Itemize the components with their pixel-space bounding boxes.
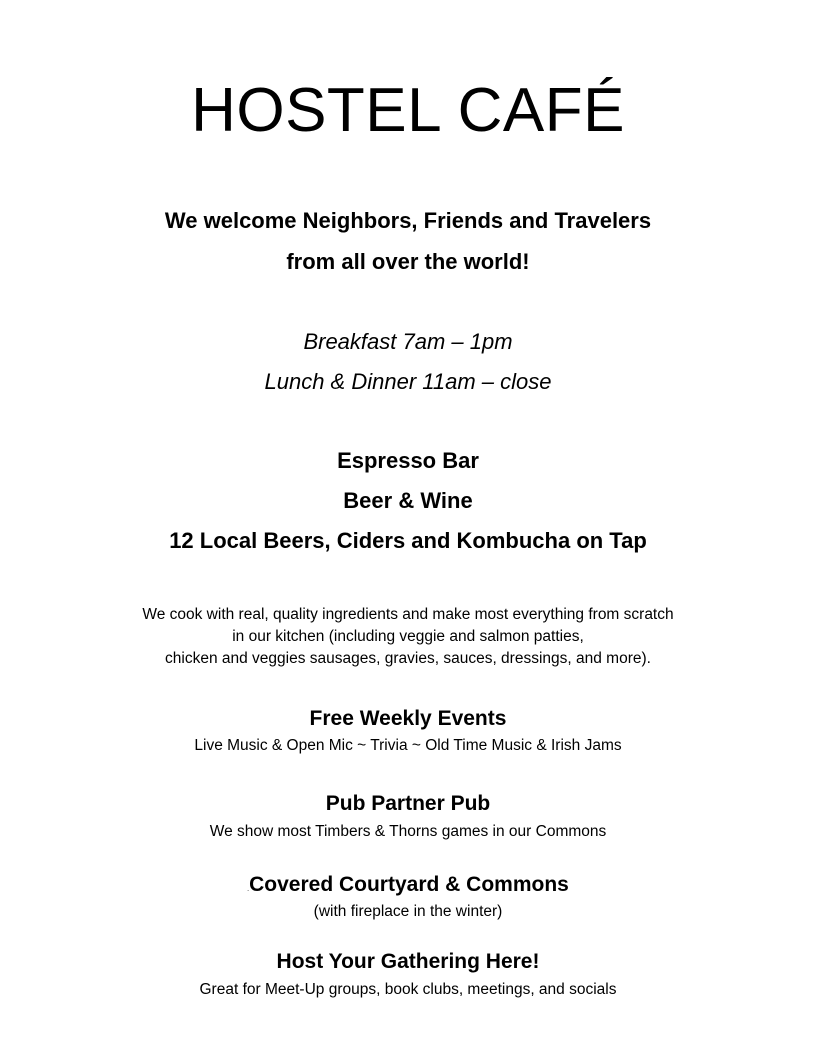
gathering-description: Great for Meet-Up groups, book clubs, meetings, and socials	[199, 981, 617, 998]
page-title: HOSTEL CAFÉ	[191, 76, 625, 145]
kitchen-line-3: chicken and veggies sausages, gravies, sauces, dressings, and more).	[165, 650, 651, 667]
courtyard-heading: Covered Courtyard & Commons	[249, 873, 569, 896]
courtyard-heading-line	[0, 872, 816, 903]
gathering-heading: Host Your Gathering Here!	[276, 950, 540, 973]
kitchen-line-2: in our kitchen (including veggie and salmon patties,	[232, 628, 584, 645]
events-description: Live Music & Open Mic ~ Trivia ~ Old Time Music & Irish Jams	[194, 737, 622, 754]
welcome-line-2: from all over the world!	[286, 249, 530, 274]
espresso-bar: Espresso Bar	[337, 448, 479, 473]
pub-partner-description: We show most Timbers & Thorns games in our Commons	[209, 823, 607, 840]
courtyard-description: (with fireplace in the winter)	[313, 903, 503, 920]
local-taps: 12 Local Beers, Ciders and Kombucha on Tap	[169, 528, 647, 553]
beer-wine: Beer & Wine	[343, 488, 473, 513]
breakfast-hours: Breakfast 7am – 1pm	[303, 329, 513, 354]
lunch-dinner-hours: Lunch & Dinner 11am – close	[264, 369, 552, 394]
welcome-line-1: We welcome Neighbors, Friends and Travelers	[164, 208, 652, 233]
pub-partner-heading: Pub Partner Pub	[325, 792, 491, 815]
events-heading: Free Weekly Events	[309, 707, 507, 730]
kitchen-line-1: We cook with real, quality ingredients and make most everything from scratch	[142, 606, 674, 623]
courtyard-heading-mark: .	[247, 886, 250, 893]
